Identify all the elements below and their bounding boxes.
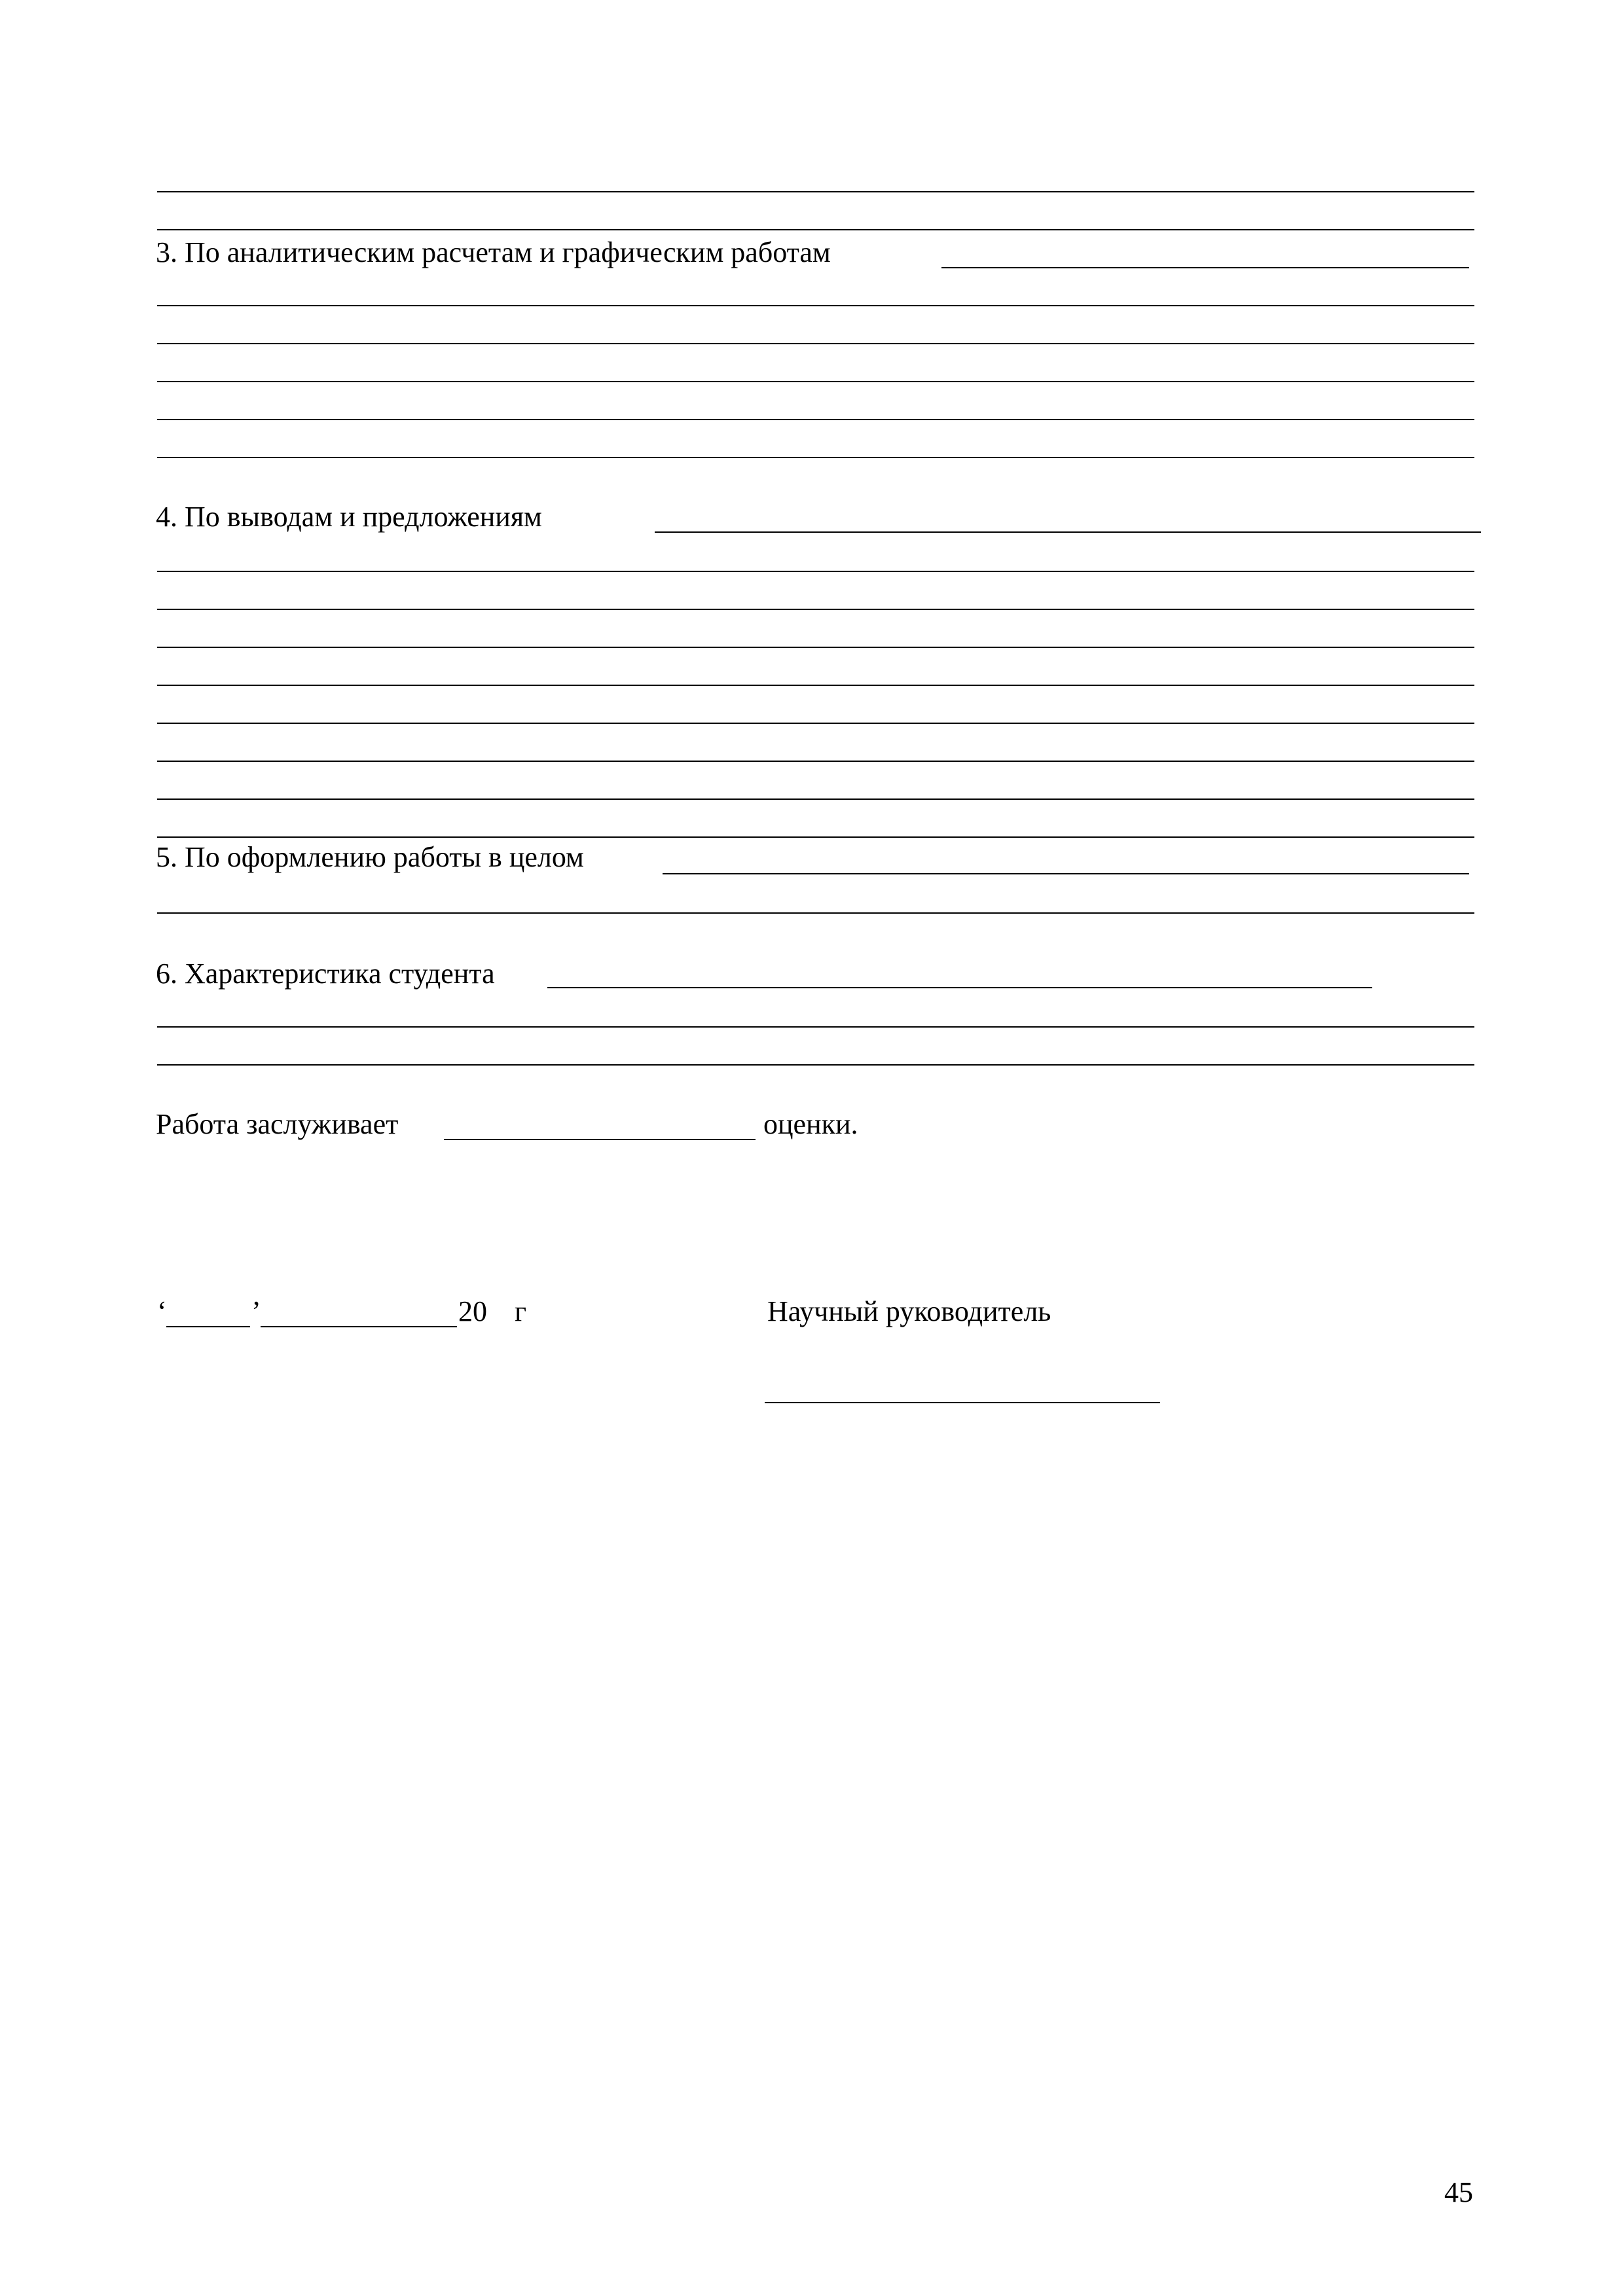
date-year: 20 — [458, 1295, 487, 1327]
item-6-answer-line[interactable] — [547, 987, 1372, 988]
blank-line[interactable] — [157, 457, 1474, 458]
blank-line[interactable] — [157, 1064, 1474, 1066]
item-5-answer-line[interactable] — [663, 873, 1469, 874]
blank-line[interactable] — [157, 1026, 1474, 1028]
date-close-quote: ’ — [251, 1295, 261, 1327]
item-3-answer-line[interactable] — [941, 267, 1469, 268]
blank-line[interactable] — [157, 912, 1474, 914]
blank-line[interactable] — [157, 419, 1474, 420]
blank-line[interactable] — [157, 685, 1474, 686]
blank-line[interactable] — [157, 609, 1474, 610]
blank-line[interactable] — [157, 305, 1474, 306]
blank-line[interactable] — [157, 571, 1474, 572]
item-4-answer-line[interactable] — [655, 531, 1481, 533]
grade-suffix: оценки. — [763, 1108, 858, 1140]
date-day-line[interactable] — [166, 1326, 250, 1327]
date-year-suffix: г — [515, 1295, 527, 1327]
blank-line[interactable] — [157, 343, 1474, 344]
grade-prefix: Работа заслуживает — [156, 1108, 399, 1140]
item-5-label: 5. По оформлению работы в целом — [156, 841, 584, 873]
blank-line[interactable] — [157, 381, 1474, 382]
supervisor-signature-line[interactable] — [765, 1402, 1160, 1403]
date-month-line[interactable] — [261, 1326, 457, 1327]
blank-line[interactable] — [157, 647, 1474, 648]
grade-input-line[interactable] — [444, 1139, 756, 1140]
supervisor-label: Научный руководитель — [767, 1295, 1051, 1327]
date-open-quote: ‘ — [157, 1295, 167, 1327]
item-3-label: 3. По аналитическим расчетам и графическим работам — [156, 236, 831, 268]
blank-line[interactable] — [157, 191, 1474, 192]
blank-line[interactable] — [157, 836, 1474, 838]
blank-line[interactable] — [157, 723, 1474, 724]
page-number: 45 — [1444, 2176, 1473, 2208]
blank-line[interactable] — [157, 761, 1474, 762]
item-4-label: 4. По выводам и предложениям — [156, 501, 542, 533]
blank-line[interactable] — [157, 798, 1474, 800]
item-6-label: 6. Характеристика студента — [156, 958, 495, 990]
blank-line[interactable] — [157, 229, 1474, 230]
